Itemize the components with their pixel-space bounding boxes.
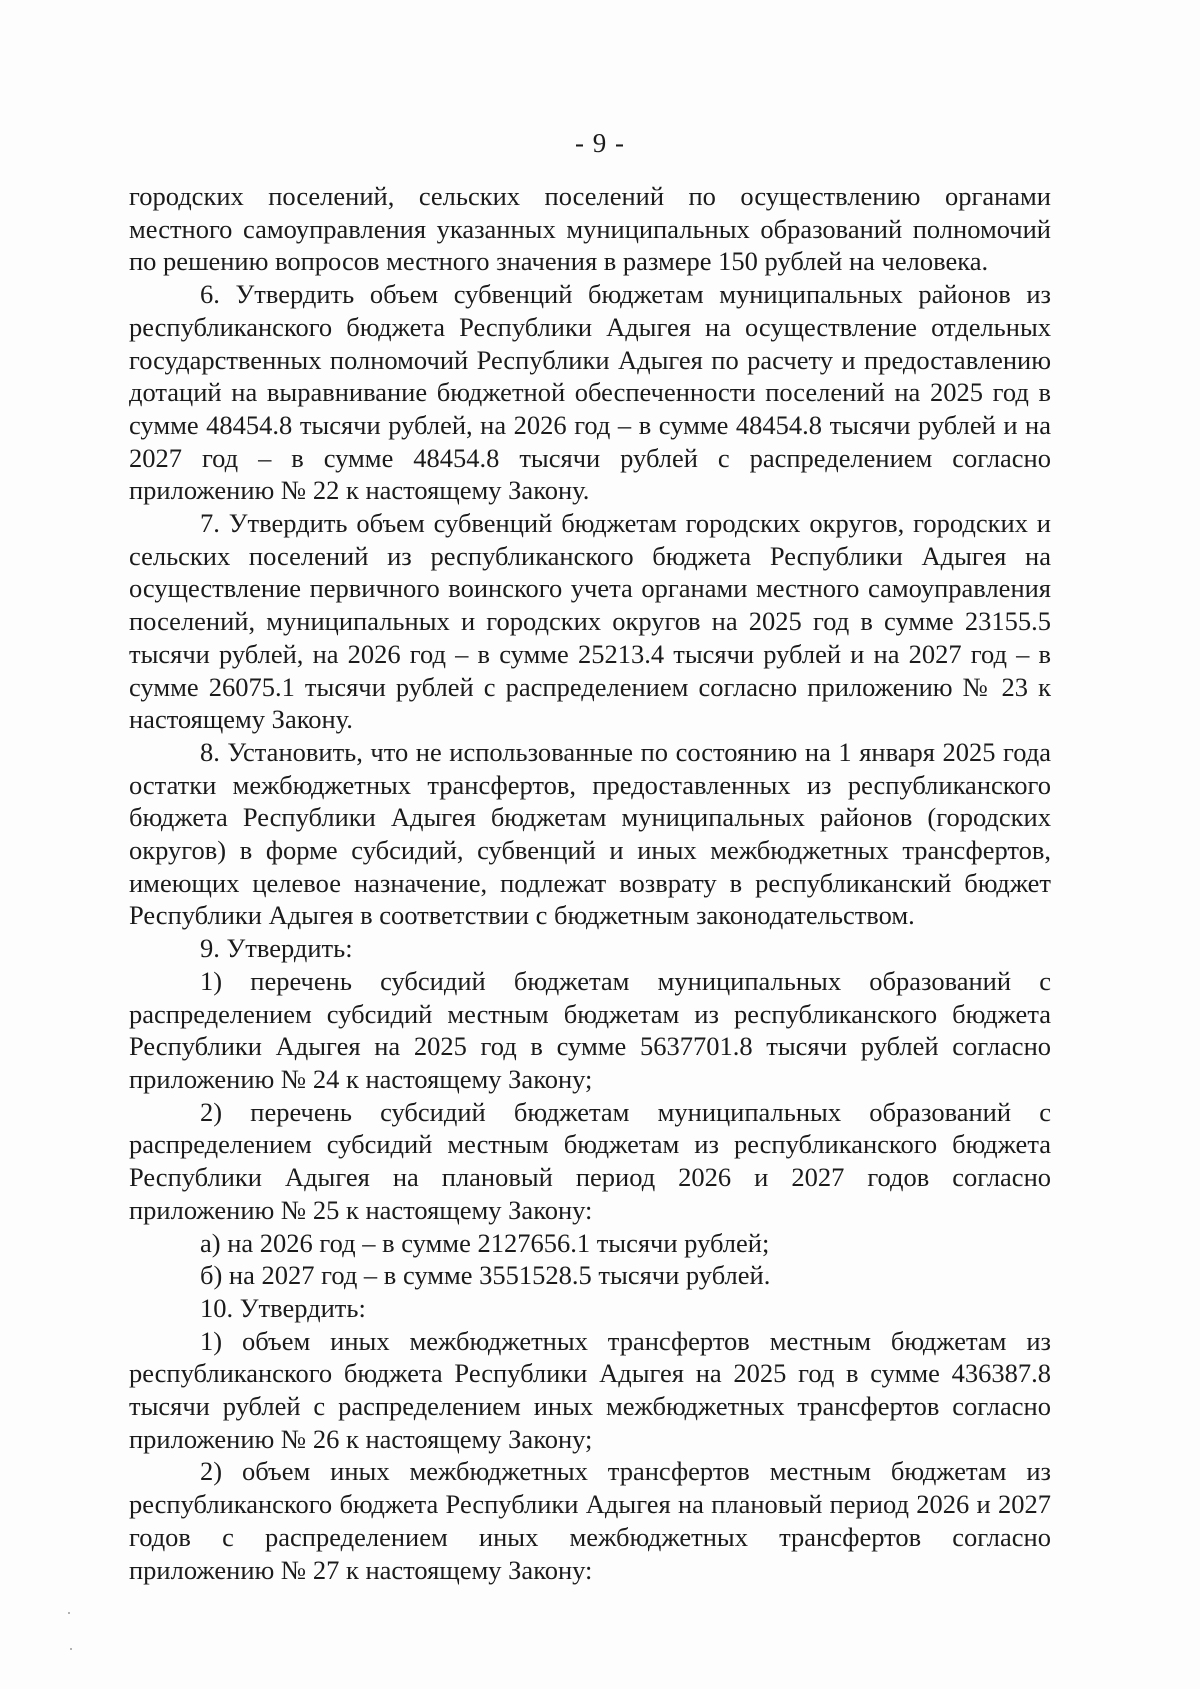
document-body	[129, 180, 1051, 1586]
paragraph-item-10-2: 2) объем иных межбюджетных трансфертов местным бюджетам из республиканского бюджета Республики Адыгея на плановый период 2026 и 2027 годов с распределением иных межбюджетных трансфертов согласно приложению № 27 к настоящему Закону:	[129, 1456, 1051, 1585]
scan-speck	[70, 1648, 72, 1650]
paragraph-item-9-2: 2) перечень субсидий бюджетам муниципальных образований с распределением субсидий местным бюджетам из республиканского бюджета Республики Адыгея на плановый период 2026 и 2027 годов согласно приложению № 25 к настоящему Закону:	[129, 1096, 1051, 1225]
page-number: - 9 -	[575, 128, 625, 158]
paragraph-item-9-heading: 9. Утвердить:	[200, 933, 353, 964]
paragraph-item-6: 6. Утвердить объем субвенций бюджетам муниципальных районов из республиканского бюджета Республики Адыгея на осуществление отдельных государственных полномочий Республики Адыгея по расчету и предоставлению дотаций на выравнивание бюджетной обеспеченности поселений на 2025 год в сумме 48454.8 тысячи рублей, на 2026 год – в сумме 48454.8 тысячи рублей и на 2027 год – в сумме 48454.8 тысячи рублей с распределением согласно приложению № 22 к настоящему Закону.	[129, 279, 1051, 506]
paragraph-item-8: 8. Установить, что не использованные по состоянию на 1 января 2025 года остатки межбюджетных трансфертов, предоставленных из республиканского бюджета Республики Адыгея бюджетам муниципальных районов (городских округов) в форме субсидий, субвенций и иных межбюджетных трансфертов, имеющих целевое назначение, подлежат возврату в республиканский бюджет Республики Адыгея в соответствии с бюджетным законодательством.	[129, 736, 1051, 931]
paragraph-item-9-1: 1) перечень субсидий бюджетам муниципальных образований с распределением субсидий местным бюджетам из республиканского бюджета Республики Адыгея на 2025 год в сумме 5637701.8 тысячи рублей согласно приложению № 24 к настоящему Закону;	[129, 965, 1051, 1094]
paragraph-item-9-2-b: б) на 2027 год – в сумме 3551528.5 тысячи рублей.	[200, 1260, 771, 1291]
paragraph-item-7: 7. Утвердить объем субвенций бюджетам городских округов, городских и сельских поселений из республиканского бюджета Республики Адыгея на осуществление первичного воинского учета органами местного самоуправления поселений, муниципальных и городских округов на 2025 год в сумме 23155.5 тысячи рублей, на 2026 год – в сумме 25213.4 тысячи рублей и на 2027 год – в сумме 26075.1 тысячи рублей с распределением согласно приложению № 23 к настоящему Закону.	[129, 508, 1051, 735]
paragraph-continuation: городских поселений, сельских поселений по осуществлению органами местного самоуправления указанных муниципальных образований полномочий по решению вопросов местного значения в размере 150 рублей на человека.	[129, 181, 1051, 277]
paragraph-item-10-heading: 10. Утвердить:	[200, 1292, 366, 1323]
scan-speck	[68, 1612, 70, 1614]
paragraph-item-9-2-a: а) на 2026 год – в сумме 2127656.1 тысячи рублей;	[200, 1227, 770, 1258]
paragraph-item-10-1: 1) объем иных межбюджетных трансфертов местным бюджетам из республиканского бюджета Республики Адыгея на 2025 год в сумме 436387.8 тысячи рублей с распределением иных межбюджетных трансфертов согласно приложению № 26 к настоящему Закону;	[129, 1325, 1051, 1454]
